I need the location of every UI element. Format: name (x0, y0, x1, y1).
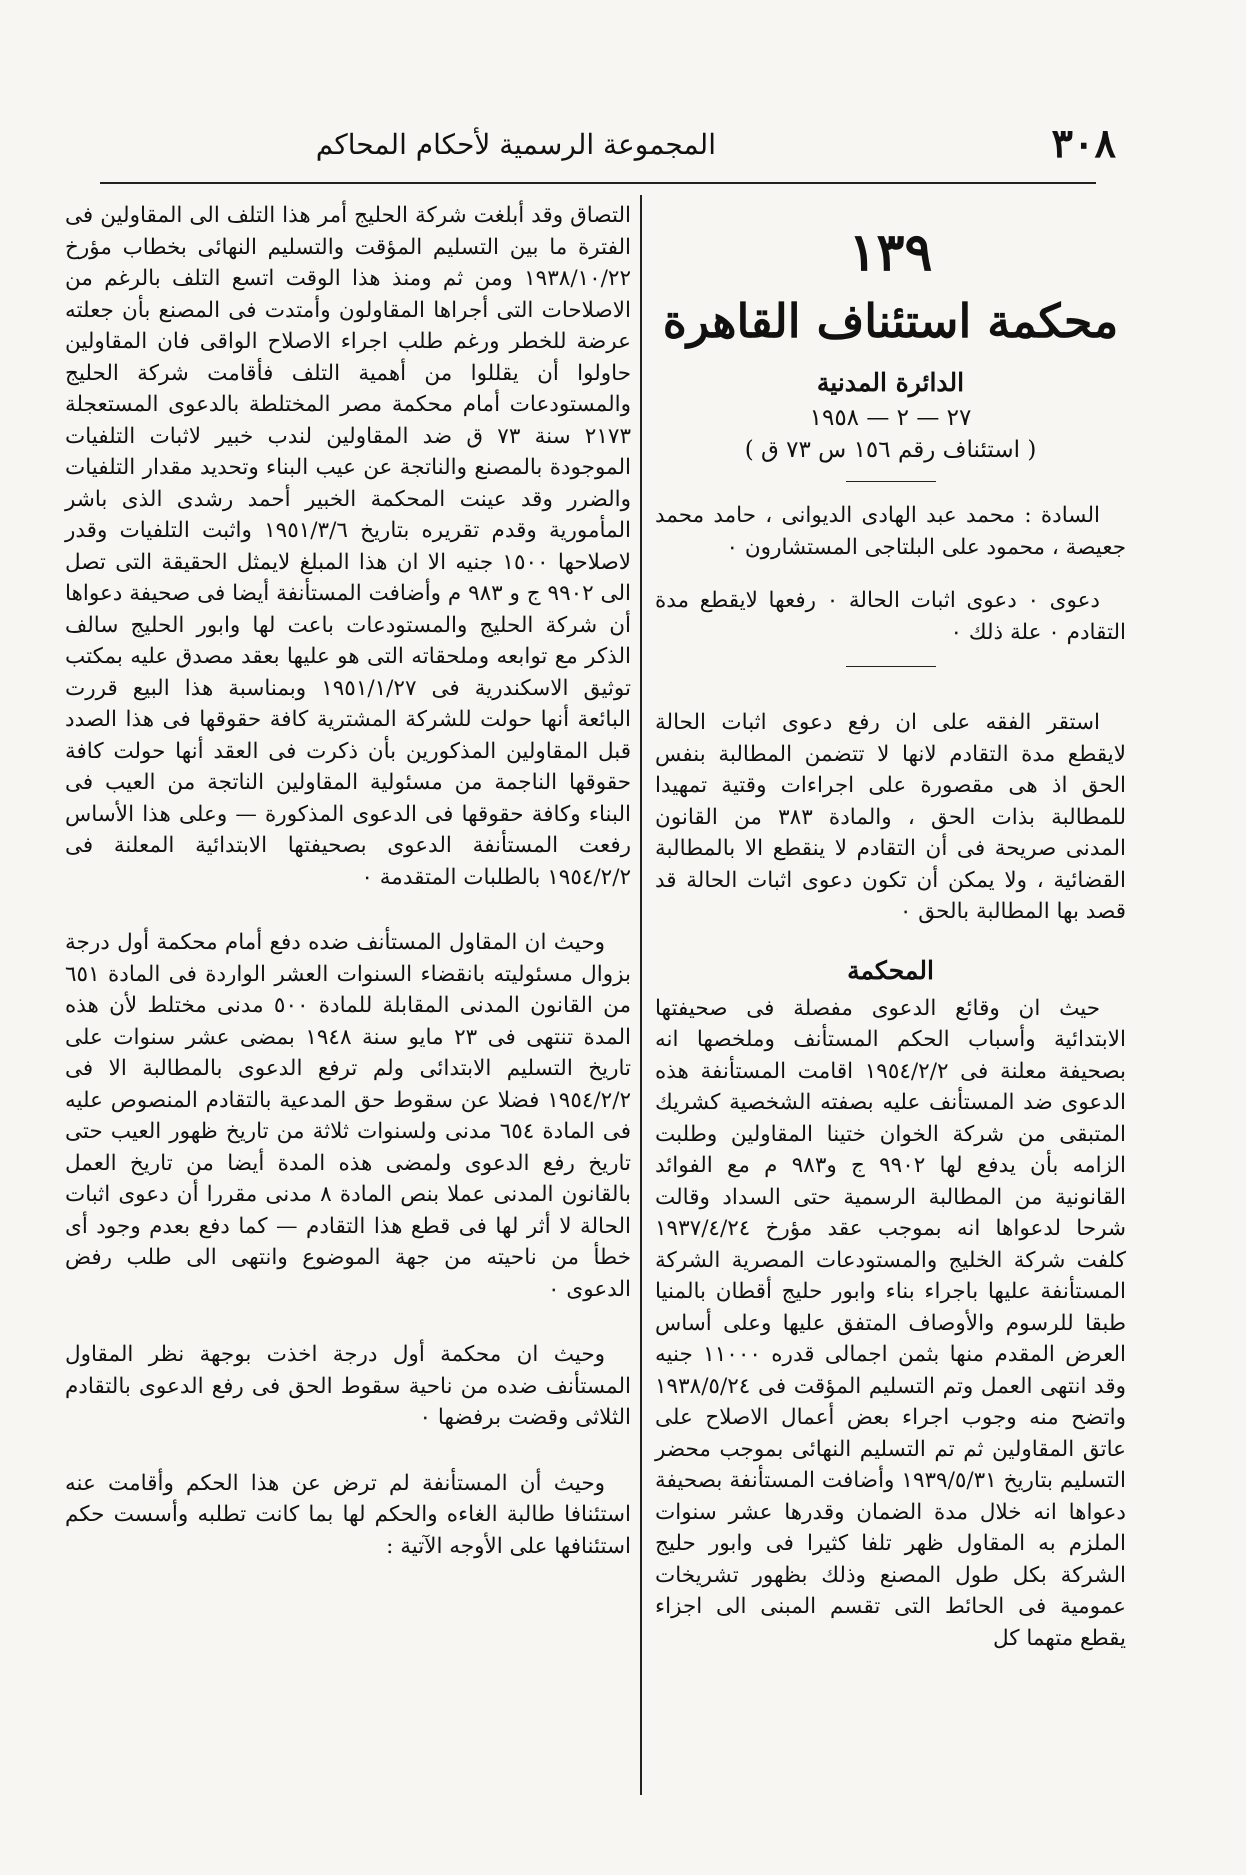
right-column (655, 200, 1126, 1654)
ruling-paragraph: حيث ان وقائع الدعوى مفصلة فى صحيفتها الابتدائية وأسباب الحكم المستأنف وملخصها انه بصحيفة معلنة فى ١٩٥٤/٢/٢ اقامت المستأنفة هذه الدعوى ضد المستأنف عليه بصفته الشخصية كشريك المتبقى من شركة الخوان ختينا المقاولين وطلبت الزامه بأن يدفع لها ٩٩٠٢ ج و٩٨٣ م مع الفوائد القانونية من المطالبة الرسمية حتى السداد وقالت شرحا لدعواها انه بموجب عقد مؤرخ ١٩٣٧/٤/٢٤ كلفت شركة الخليج والمستودعات المصرية الشركة المستأنفة عليها باجراء بناء وابور حليج أقطان بالمنيا طبقا للرسوم والأوصاف المتفق عليها وعلى أساس العرض المقدم منها بثمن اجمالى قدره ١١٠٠٠ جنيه وقد انتهى العمل وتم التسليم المؤقت فى ١٩٣٨/٥/٢٤ واتضح منه وجوب اجراء بعض أعمال الاصلاح على عاتق المقاولين ثم تم التسليم النهائى بموجب محضر التسليم بتاريخ ١٩٣٩/٥/٣١ وأضافت المستأنفة بصحيفة دعواها انه خلال مدة الضمان وقدرها عشر سنوات الملزم به المقاول ظهر تلفا كثيرا فى وابور حليج الشركة بكل طول المصنع وذلك بظهور تشريخات عمومية فى الحائط التى تقسم المبنى الى اجزاء يقطع متهما كل (655, 995, 1127, 1651)
appeal-number: ( استئناف رقم ١٥٦ س ٧٣ ق ) (744, 437, 1037, 463)
spacer (65, 893, 631, 927)
page-number: ٣٠٨ (1051, 120, 1116, 167)
spacer (65, 1434, 631, 1468)
case-summary: دعوى ٠ دعوى اثبات الحالة ٠ رفعها لايقطع مدة التقادم ٠ علة ذلك ٠ (655, 588, 1126, 645)
section-heading: المحكمة (847, 955, 934, 985)
header-rule (100, 182, 1096, 184)
ruling-paragraph: وحيث ان محكمة أول درجة اخذت بوجهة نظر المقاول المستأنف ضده من ناحية سقوط الحق فى رفع الدعوى بالتقادم الثلاثى وقضت برفضها ٠ (65, 1342, 631, 1430)
spacer (65, 1305, 631, 1339)
case-number: ١٣٩ (848, 222, 933, 283)
page-header (60, 120, 1186, 180)
court-department: الدائرة المدنية (816, 368, 965, 397)
legal-principle: استقر الفقه على ان رفع دعوى اثبات الحالة لايقطع مدة التقادم لانها لا تتضمن المطالبة بنفس الحق اذ هى مقصورة على اجراءات وقتية تمهيدا للمطالبة بذات الحق ، والمادة ٣٨٣ من القانون المدنى صريحة فى أن التقادم لا ينقطع الا بالمطالبة القضائية ، ولا يمكن أن تكون دعوى اثبات الحالة قد قصد بها المطالبة بالحق ٠ (655, 710, 1126, 924)
spacer (655, 685, 1126, 707)
running-title: المجموعة الرسمية لأحكام المحاكم (315, 128, 716, 161)
ruling-paragraph: التصاق وقد أبلغت شركة الحليج أمر هذا التلف الى المقاولين فى الفترة ما بين التسليم المؤقت والتسليم النهائى بخطاب مؤرخ ١٩٣٨/١٠/٢٢ ومن ثم ومنذ هذا الوقت اتسع التلف بالرغم من الاصلاحات التى أجراها المقاولون وأمتدت فى المصنع بأن جعلته عرضة للخطر ورغم طلب اجراء الاصلاح الواقى فان المقاولين حاولوا أن يقللوا من أهمية التلف فأقامت شركة الحليج والمستودعات أمام محكمة مصر المختلطة بالدعوى المستعجلة ٢١٧٣ سنة ٧٣ ق ضد المقاولين لندب خبير لاثبات التلفيات الموجودة بالمصنع والناتجة عن عيب البناء وتحديد مقدار التلفيات والضرر وقد عينت المحكمة الخبير أحمد رشدى الذى باشر المأمورية وقدم تقريره بتاريخ ١٩٥١/٣/٦ واثبت التلفيات وقدر لاصلاحها ١٥٠٠ جنيه الا ان هذا المبلغ لايمثل الحقيقة التى تصل الى ٩٩٠٢ ج و ٩٨٣ م وأضافت المستأنفة أيضا فى صحيفة دعواها أن شركة الحليج والمستودعات باعت لها وابور الحليج سالف الذكر مع توابعه وملحقاته التى هو عليها بعقد مصدق عليه بمكتب توثيق الاسكندرية فى ١٩٥١/١/٢٧ وبمناسبة هذا البيع قررت البائعة أنها حولت للشركة المشترية كافة حقوقها فى هذا الصدد قبل المقاولين المذكورين بأن ذكرت فى العقد أنها حولت كافة حقوقها الناجمة من مسئولية المقاولين الناتجة من العيب فى البناء وكافة حقوقها فى الدعوى المذكورة — وعلى هذا الأساس رفعت المستأنفة الدعوى بصحيفتها الابتدائية المعلنة فى ١٩٥٤/٢/٢ بالطلبات المتقدمة ٠ (65, 203, 632, 890)
session-date: ٢٧ — ٢ — ١٩٥٨ (809, 405, 972, 431)
ruling-paragraph: وحيث أن المستأنفة لم ترض عن هذا الحكم وأقامت عنه استئنافا طالبة الغاءه والحكم لها بما كانت تطلبه وأسست حكم استئنافها على الأوجه الآتية : (65, 1470, 631, 1559)
separator (846, 481, 936, 482)
judges-line: السادة : محمد عبد الهادى الديوانى ، حامد محمد جعيصة ، محمود على البلتاجى المستشارون ٠ (655, 503, 1126, 560)
ruling-paragraph: وحيث ان المقاول المستأنف ضده دفع أمام محكمة أول درجة بزوال مسئوليته بانقضاء السنوات العشر الواردة فى المادة ٦٥١ من القانون المدنى المقابلة للمادة ٥٠٠ مدنى مختلط لأن هذه المدة تنتهى فى ٢٣ مايو سنة ١٩٤٨ بمضى عشر سنوات على تاريخ التسليم الابتدائى ولم ترفع الدعوى بالمطالبة الا فى ١٩٥٤/٢/٢ فضلا عن سقوط حق المدعية بالتقادم المنصوص عليه فى المادة ٦٥٤ مدنى ولسنوات ثلاثة من تاريخ ظهور العيب حتى تاريخ رفع الدعوى ولمضى هذه المدة أيضا من تاريخ العمل بالقانون المدنى عملا بنص المادة ٨ مدنى مقررا أن دعوى اثبات الحالة لا أثر لها فى قطع هذا التقادم — كما دفع بعدم وجود أى خطأ من ناحيته من جهة الموضوع وانتهى الى طلب رفض الدعوى ٠ (65, 930, 632, 1302)
column-divider (640, 195, 642, 1795)
separator (846, 666, 936, 667)
spacer (655, 563, 1126, 585)
left-column (65, 200, 631, 1562)
court-name: محكمة استئناف القاهرة (662, 294, 1119, 348)
